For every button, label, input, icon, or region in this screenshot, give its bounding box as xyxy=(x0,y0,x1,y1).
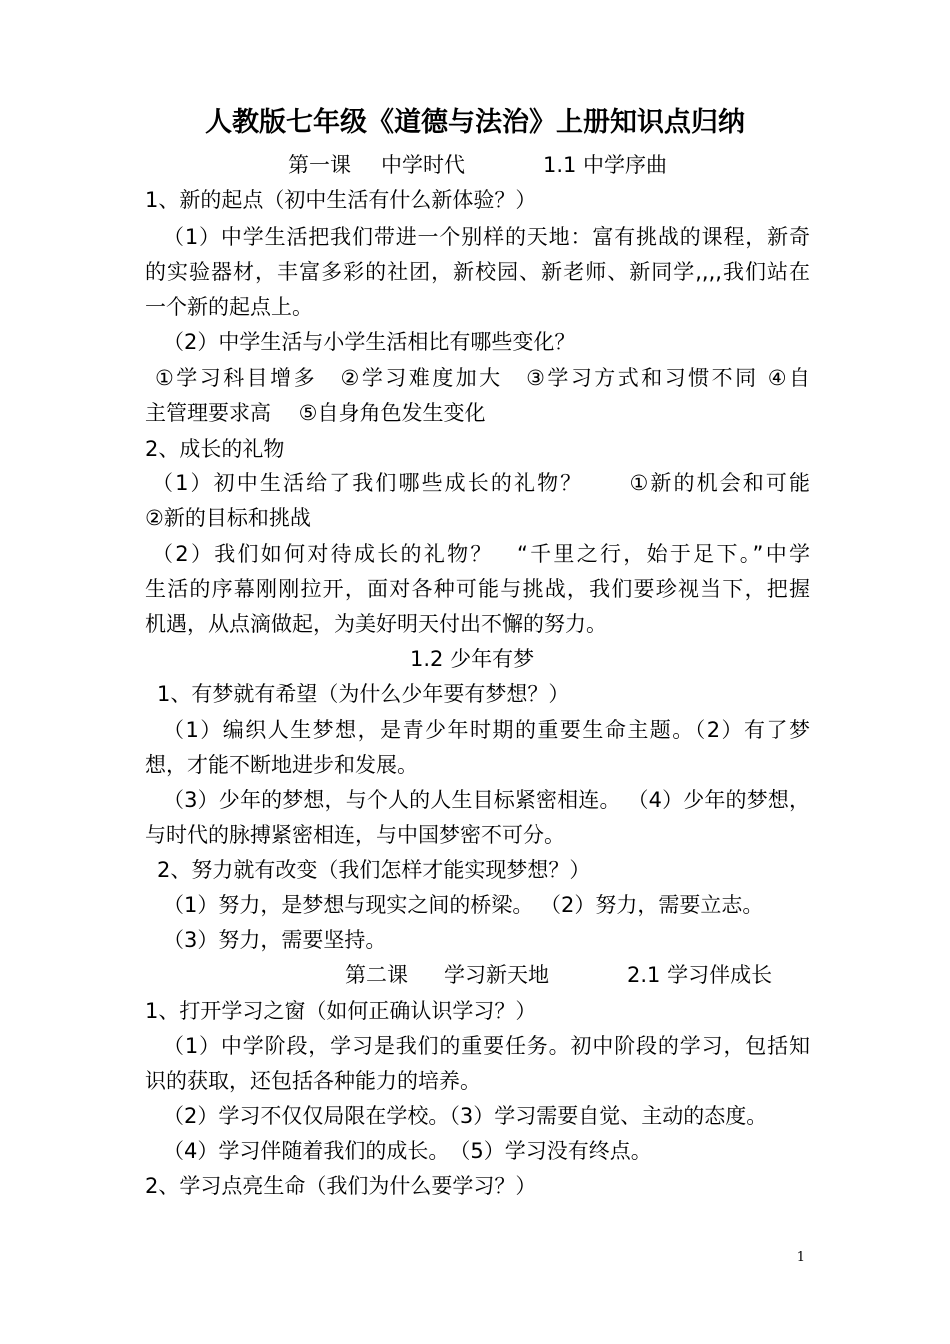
paragraph-line: 1、打开学习之窗（如何正确认识学习？） xyxy=(145,999,537,1023)
section-2-1: 2.1 学习伴成长 xyxy=(627,963,773,987)
document-title: 人教版七年级《道德与法治》上册知识点归纳 xyxy=(205,107,745,138)
paragraph-line: （1）编织人生梦想，是青少年时期的重要生命主题。（2）有了梦 xyxy=(163,718,810,742)
lesson-2-heading xyxy=(345,958,810,992)
paragraph-line: 机遇，从点滴做起，为美好明天付出不懈的努力。 xyxy=(145,612,607,636)
paragraph-line: 识的获取，还包括各种能力的培养。 xyxy=(145,1069,481,1093)
paragraph-line: （2）学习不仅仅局限在学校。（3）学习需要自觉、主动的态度。 xyxy=(163,1104,768,1128)
paragraph-line: （2）我们如何对待成长的礼物？ “千里之行，始于足下。”中学 xyxy=(152,542,810,566)
paragraph-line: 的实验器材，丰富多彩的社团，新校园、新老师、新同学,,,,我们站在 xyxy=(145,260,810,284)
paragraph-line: 与时代的脉搏紧密相连，与中国梦密不可分。 xyxy=(145,823,565,847)
paragraph-line: 想，才能不断地进步和发展。 xyxy=(145,753,418,777)
paragraph-line: ①学习科目增多 ②学习难度加大 ③学习方式和习惯不同 ④自 xyxy=(155,366,810,390)
section-1-2-heading: 1.2 少年有梦 xyxy=(410,647,535,671)
paragraph-line: （4）学习伴随着我们的成长。 （5）学习没有终点。 xyxy=(163,1139,652,1163)
page-number: 1 xyxy=(796,1250,805,1265)
paragraph-line: （1）中学生活把我们带进一个别样的天地：富有挑战的课程，新奇 xyxy=(163,225,810,249)
paragraph-line: 1、有梦就有希望（为什么少年要有梦想？） xyxy=(157,682,570,706)
paragraph-line: （3）少年的梦想，与个人的人生目标紧密相连。 （4）少年的梦想， xyxy=(163,788,810,812)
section-1-1: 1.1 中学序曲 xyxy=(542,153,668,177)
lesson-1-name: 中学时代 xyxy=(380,153,465,177)
paragraph-line: 生活的序幕刚刚拉开，面对各种可能与挑战，我们要珍视当下，把握 xyxy=(145,577,810,601)
paragraph-line: 一个新的起点上。 xyxy=(145,295,313,319)
paragraph-line: ②新的目标和挑战 xyxy=(145,506,311,530)
paragraph-line: 1、新的起点（初中生活有什么新体验？） xyxy=(145,188,537,212)
paragraph-line: （2）中学生活与小学生活相比有哪些变化？ xyxy=(163,330,576,354)
paragraph-line: （1）努力，是梦想与现实之间的桥梁。 （2）努力，需要立志。 xyxy=(163,893,764,917)
lesson-2-label: 第二课 xyxy=(345,963,408,987)
paragraph-line: 2、努力就有改变（我们怎样才能实现梦想？） xyxy=(157,858,591,882)
lesson-2-name: 学习新天地 xyxy=(444,963,549,987)
lesson-1-label: 第一课 xyxy=(287,153,351,177)
paragraph-line: 2、学习点亮生命（我们为什么要学习？） xyxy=(145,1174,537,1198)
paragraph-line: （1）初中生活给了我们哪些成长的礼物？ ①新的机会和可能 xyxy=(152,471,810,495)
paragraph-line: 2、成长的礼物 xyxy=(145,437,285,461)
lesson-1-heading xyxy=(145,148,810,182)
paragraph-line: 主管理要求高 ⑤自身角色发生变化 xyxy=(145,401,486,425)
paragraph-line: （3）努力，需要坚持。 xyxy=(163,928,387,952)
paragraph-line: （1）中学阶段，学习是我们的重要任务。初中阶段的学习，包括知 xyxy=(163,1034,810,1058)
